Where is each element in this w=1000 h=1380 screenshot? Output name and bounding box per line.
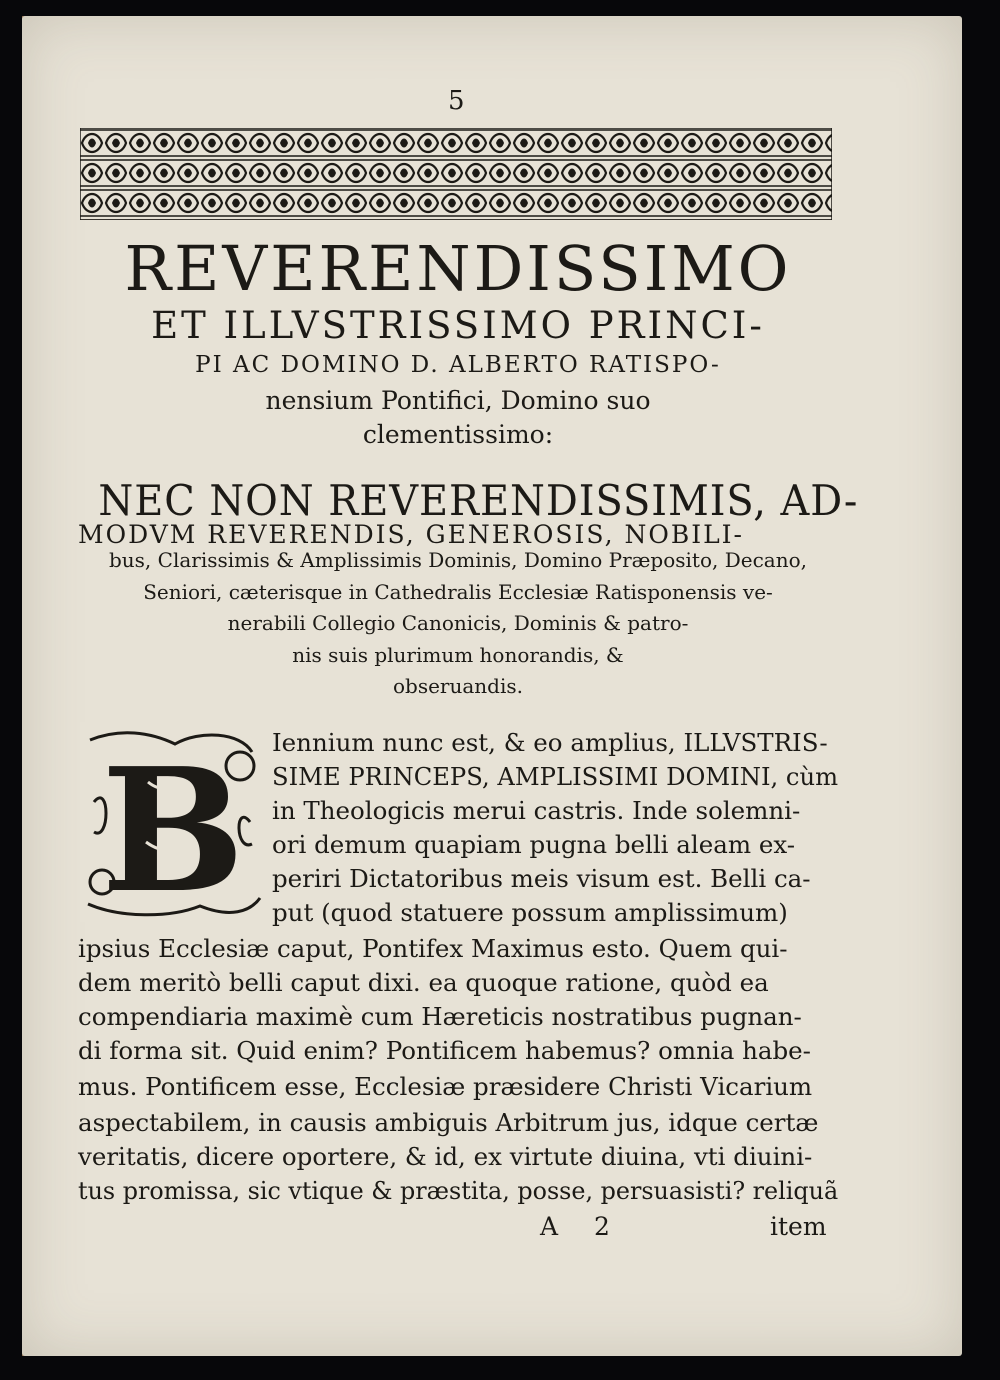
signature-mark: A 2 bbox=[540, 1212, 624, 1241]
body-line-4: ori demum quapiam pugna belli aleam ex- bbox=[272, 830, 796, 859]
catchword: item bbox=[770, 1212, 827, 1241]
body-line-12: aspectabilem, in causis ambiguis Arbitrum jus, idque certæ bbox=[78, 1108, 819, 1137]
dedication-line-7: obseruandis. bbox=[392, 674, 523, 698]
dedication-line-6: nis suis plurimum honorandis, & bbox=[292, 643, 624, 667]
body-line-7: ipsius Ecclesiæ caput, Pontifex Maximus esto. Quem qui- bbox=[78, 934, 788, 963]
body-line-14: tus promissa, sic vtique & præstita, posse, persuasisti? reliquã bbox=[78, 1176, 839, 1205]
body-line-8: dem meritò belli caput dixi. ea quoque ratione, quòd ea bbox=[78, 968, 769, 997]
dedication-line-1: NEC NON REVERENDISSIMIS, AD- bbox=[98, 476, 859, 525]
dedication-line-3: bus, Clarissimis & Amplissimis Dominis, Domino Præposito, Decano, bbox=[108, 548, 808, 572]
title-line-1: REVERENDISSIMO bbox=[124, 232, 792, 305]
dedication-line-5: nerabili Collegio Canonicis, Dominis & patro- bbox=[227, 611, 689, 635]
title-line-4: nensium Pontifici, Domino suo bbox=[265, 386, 651, 415]
decorated-initial-b bbox=[80, 722, 266, 922]
initial-letter: B bbox=[101, 731, 245, 922]
body-line-11: mus. Pontificem esse, Ecclesiæ præsidere Christi Vicarium bbox=[78, 1072, 813, 1101]
body-line-13: veritatis, dicere oportere, & id, ex virtute diuina, vti diuini- bbox=[78, 1142, 813, 1171]
ornamental-headpiece bbox=[80, 128, 832, 220]
dedication-line-4: Seniori, cæterisque in Cathedralis Ecclesiæ Ratisponensis ve- bbox=[143, 580, 773, 604]
body-line-3: in Theologicis merui castris. Inde solemni- bbox=[272, 796, 801, 825]
body-line-9: compendiaria maximè cum Hæreticis nostratibus pugnan- bbox=[78, 1002, 802, 1031]
title-line-5: clementissimo: bbox=[362, 420, 554, 449]
body-line-10: di forma sit. Quid enim? Pontificem habemus? omnia habe- bbox=[78, 1036, 811, 1065]
title-line-3: PI AC DOMINO D. ALBERTO RATISPO- bbox=[195, 352, 721, 378]
body-line-2: SIME PRINCEPS, AMPLISSIMI DOMINI, cùm bbox=[272, 762, 839, 791]
body-line-5: periri Dictatoribus meis visum est. Belli ca- bbox=[272, 864, 811, 893]
title-line-2: ET ILLVSTRISSIMO PRINCI- bbox=[151, 304, 765, 347]
body-line-1: Iennium nunc est, & eo amplius, ILLVSTRIS- bbox=[272, 728, 828, 757]
page-number: 5 bbox=[448, 86, 465, 116]
dedication-line-2: MODVM REVERENDIS, GENEROSIS, NOBILI- bbox=[78, 520, 745, 549]
body-line-6: put (quod statuere possum amplissimum) bbox=[272, 898, 788, 927]
